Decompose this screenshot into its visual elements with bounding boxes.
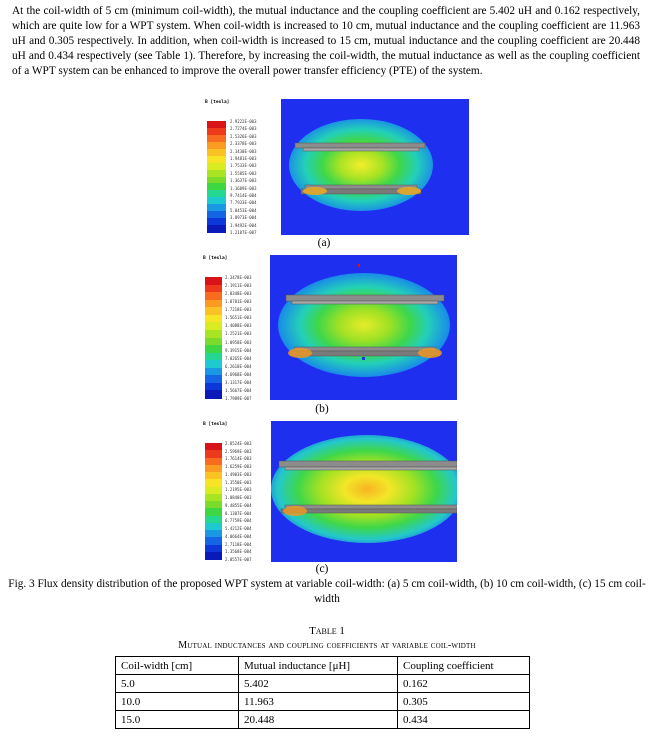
legend-title: B [tesla] xyxy=(205,100,230,105)
legend-tick-label: 1.0958E-003 xyxy=(225,339,252,345)
legend-tick-label: 5.4212E-004 xyxy=(225,526,252,532)
legend-panel xyxy=(201,421,270,562)
header-cell: Mutual inductance [μH] xyxy=(239,657,398,675)
legend-tick-label: 1.4903E-003 xyxy=(225,471,252,477)
legend-tick-label: 2.5326E-003 xyxy=(230,133,257,139)
color-scale-bar xyxy=(205,443,222,559)
table-header-row xyxy=(116,657,530,675)
legend-tick-label: 2.8524E-003 xyxy=(225,441,252,446)
table-cell: 10.0 xyxy=(116,693,239,711)
legend-tick-label: 2.1911E-003 xyxy=(225,283,252,289)
legend-tick-label: 1.5585E-003 xyxy=(230,170,257,176)
legend-tick-label: 1.1689E-003 xyxy=(230,185,257,191)
header-cell: Coupling coefficient xyxy=(398,657,530,675)
color-scale-bar xyxy=(205,277,222,398)
legend-swatch xyxy=(207,225,226,232)
legend-tick-label: 2.3378E-003 xyxy=(230,141,257,147)
legend-tick-label: 2.0557E-007 xyxy=(225,557,252,562)
legend-tick-label: 3.8973E-004 xyxy=(230,215,257,221)
legend-tick-label: 2.5969E-003 xyxy=(225,448,252,454)
legend-tick-label: 3.1317E-004 xyxy=(225,379,252,385)
legend-tick-label: 1.7989E-007 xyxy=(225,396,252,401)
table-cell: 0.434 xyxy=(398,711,530,729)
legend-tick-label: 1.2195E-003 xyxy=(225,487,252,493)
legend-tick-label: 1.3568E-004 xyxy=(225,549,252,555)
legend-panel xyxy=(203,99,279,235)
table-row xyxy=(116,711,530,729)
legend-tick-label: 9.7414E-004 xyxy=(230,193,257,198)
header-cell: Coil-width [cm] xyxy=(116,657,239,675)
table-subtitle: Mutual inductances and coupling coefficients at variable coil-width xyxy=(178,640,476,651)
legend-tick-label: 8.1307E-004 xyxy=(225,510,252,516)
legend-tick-label: 9.4855E-004 xyxy=(225,502,252,508)
legend-tick-label: 1.9481E-003 xyxy=(230,156,257,161)
legend-tick-label: 1.0840E-003 xyxy=(225,495,252,501)
legend-tick-label: 5.8453E-004 xyxy=(230,207,257,213)
legend-swatch xyxy=(205,390,222,398)
flux-density-plot xyxy=(271,421,457,562)
legend-tick-label: 4.0664E-004 xyxy=(225,533,252,539)
flux-density-plot xyxy=(270,255,457,400)
color-scale-bar xyxy=(207,121,226,232)
legend-tick-label: 1.3550E-003 xyxy=(225,479,252,485)
table-title: Table 1 xyxy=(309,625,345,637)
legend-tick-label: 4.6968E-004 xyxy=(225,371,252,377)
flux-density-plot xyxy=(281,99,469,235)
table-row xyxy=(116,675,530,693)
legend-tick-label: 1.6259E-003 xyxy=(225,464,252,470)
sublabel-a: (a) xyxy=(317,237,331,249)
legend-tick-label: 1.7533E-003 xyxy=(230,163,257,169)
legend-tick-label: 2.7274E-003 xyxy=(230,126,257,132)
legend-tick-label: 9.3915E-004 xyxy=(225,347,252,353)
legend-tick-label: 6.2618E-004 xyxy=(225,363,252,369)
legend-tick-label: 1.8781E-003 xyxy=(225,299,252,305)
legend-tick-label: 2.1430E-003 xyxy=(230,148,257,154)
legend-panel xyxy=(201,255,269,400)
legend-tick-label: 1.9492E-004 xyxy=(230,222,257,228)
table-cell: 20.448 xyxy=(239,711,398,729)
table-cell: 0.305 xyxy=(398,693,530,711)
figure-c xyxy=(201,421,457,562)
sublabel-c: (c) xyxy=(315,563,329,575)
legend-tick-label: 2.7118E-004 xyxy=(225,541,252,547)
legend-tick-label: 2.3478E-003 xyxy=(225,275,252,280)
legend-tick-label: 1.2187E-007 xyxy=(230,230,257,235)
legend-tick-label: 7.7933E-004 xyxy=(230,200,257,206)
legend-tick-label: 1.5667E-004 xyxy=(225,387,252,393)
results-table xyxy=(115,656,530,729)
legend-title: B [tesla] xyxy=(203,256,228,261)
figure-a xyxy=(203,99,469,235)
legend-swatch xyxy=(205,552,222,560)
legend-tick-label: 2.0348E-003 xyxy=(225,291,252,297)
figure-caption: Fig. 3 Flux density distribution of the proposed WPT system at variable coil-width: (a) 5 cm coil-width, (b) 10 cm coil-width, (c) 15 cm coil-width xyxy=(8,578,646,605)
table-cell: 15.0 xyxy=(116,711,239,729)
legend-tick-label: 1.3637E-003 xyxy=(230,178,257,184)
legend-tick-label: 1.2521E-003 xyxy=(225,331,252,337)
legend-tick-label: 2.9222E-003 xyxy=(230,119,257,124)
table-row xyxy=(116,693,530,711)
legend-tick-label: 1.5651E-003 xyxy=(225,315,252,321)
legend-tick-label: 6.7759E-004 xyxy=(225,518,252,524)
legend-tick-label: 1.7614E-003 xyxy=(225,456,252,462)
legend-tick-label: 1.7218E-003 xyxy=(225,307,252,313)
legend-tick-label: 1.4088E-003 xyxy=(225,323,252,329)
figure-b xyxy=(201,255,457,400)
table-cell: 5.402 xyxy=(239,675,398,693)
table-cell: 0.162 xyxy=(398,675,530,693)
legend-tick-label: 7.8265E-004 xyxy=(225,355,252,361)
table-cell: 11.963 xyxy=(239,693,398,711)
legend-title: B [tesla] xyxy=(203,422,228,427)
sublabel-b: (b) xyxy=(315,403,329,415)
table-cell: 5.0 xyxy=(116,675,239,693)
body-paragraph: At the coil-width of 5 cm (minimum coil-width), the mutual inductance and the coupling coefficient are 5.402 uH and 0.162 respectively, which are quite low for a WPT system. When coil-width is increased to 10 cm, mutual inductance and the coupling coefficient are 11.963 uH and 0.305 respectively. In addition, when coil-width is increased to 15 cm, mutual inductance and the coupling coefficient are 20.448 uH and 0.434 respectively (see Table 1). Therefore, by increasing the coil-width, the mutual inductance as well as the coupling coefficient of a WPT system can be enhanced to improve the overall power transfer efficiency (PTE) of the system. xyxy=(12,5,640,77)
